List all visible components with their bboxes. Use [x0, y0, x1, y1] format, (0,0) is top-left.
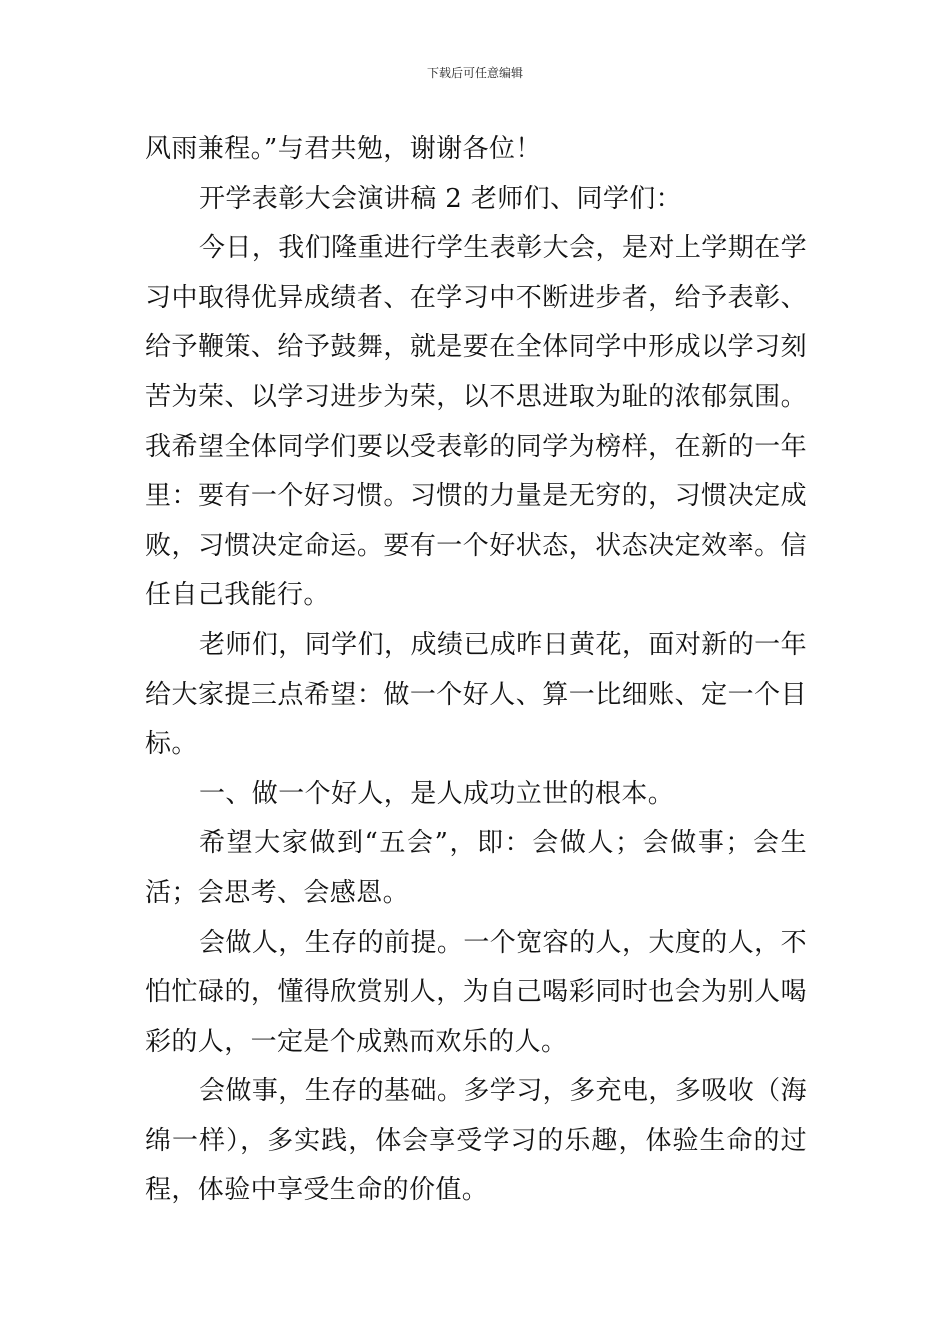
text-line: 怕忙碌的，懂得欣赏别人，为自己喝彩同时也会为别人喝 [145, 977, 807, 1008]
document-body [145, 125, 807, 1216]
text-line: 苦为荣、以学习进步为荣，以不思进取为耻的浓郁氛围。 [145, 381, 807, 412]
text-line: 给大家提三点希望：做一个好人、算一比细账、定一个目 [145, 679, 807, 710]
text-line: 会做人，生存的前提。一个宽容的人，大度的人，不 [199, 927, 807, 958]
text-line: 希望大家做到“五会”，即：会做人；会做事；会生 [199, 828, 807, 859]
text-line: 今日，我们隆重进行学生表彰大会，是对上学期在学 [199, 233, 807, 264]
text-line: 绵一样），多实践，体会享受学习的乐趣，体验生命的过 [145, 1125, 807, 1156]
text-line: 风雨兼程。”与君共勉，谢谢各位！ [145, 134, 542, 164]
text-line: 里：要有一个好习惯。习惯的力量是无穷的，习惯决定成 [145, 481, 807, 512]
text-line: 习中取得优异成绩者、在学习中不断进步者，给予表彰、 [145, 282, 807, 313]
page-header-note: 下载后可任意编辑 [426, 66, 523, 80]
text-line: 给予鞭策、给予鼓舞，就是要在全体同学中形成以学习刻 [145, 332, 807, 363]
text-line: 程，体验中享受生命的价值。 [145, 1175, 489, 1206]
text-line: 我希望全体同学们要以受表彰的同学为榜样，在新的一年 [145, 431, 807, 462]
text-line: 任自己我能行。 [145, 580, 330, 611]
text-line: 老师们，同学们，成绩已成昨日黄花，面对新的一年 [199, 629, 807, 660]
section-heading: 一、做一个好人，是人成功立世的根本。 [199, 778, 675, 809]
text-line: 标。 [145, 729, 198, 760]
text-line: 败，习惯决定命运。要有一个好状态，状态决定效率。信 [145, 530, 807, 561]
text-line: 彩的人，一定是个成熟而欢乐的人。 [145, 1026, 568, 1057]
text-line: 活；会思考、会感恩。 [145, 877, 410, 908]
text-line: 开学表彰大会演讲稿 2 老师们、同学们： [199, 183, 683, 214]
text-line: 会做事，生存的基础。多学习，多充电，多吸收（海 [199, 1076, 807, 1107]
